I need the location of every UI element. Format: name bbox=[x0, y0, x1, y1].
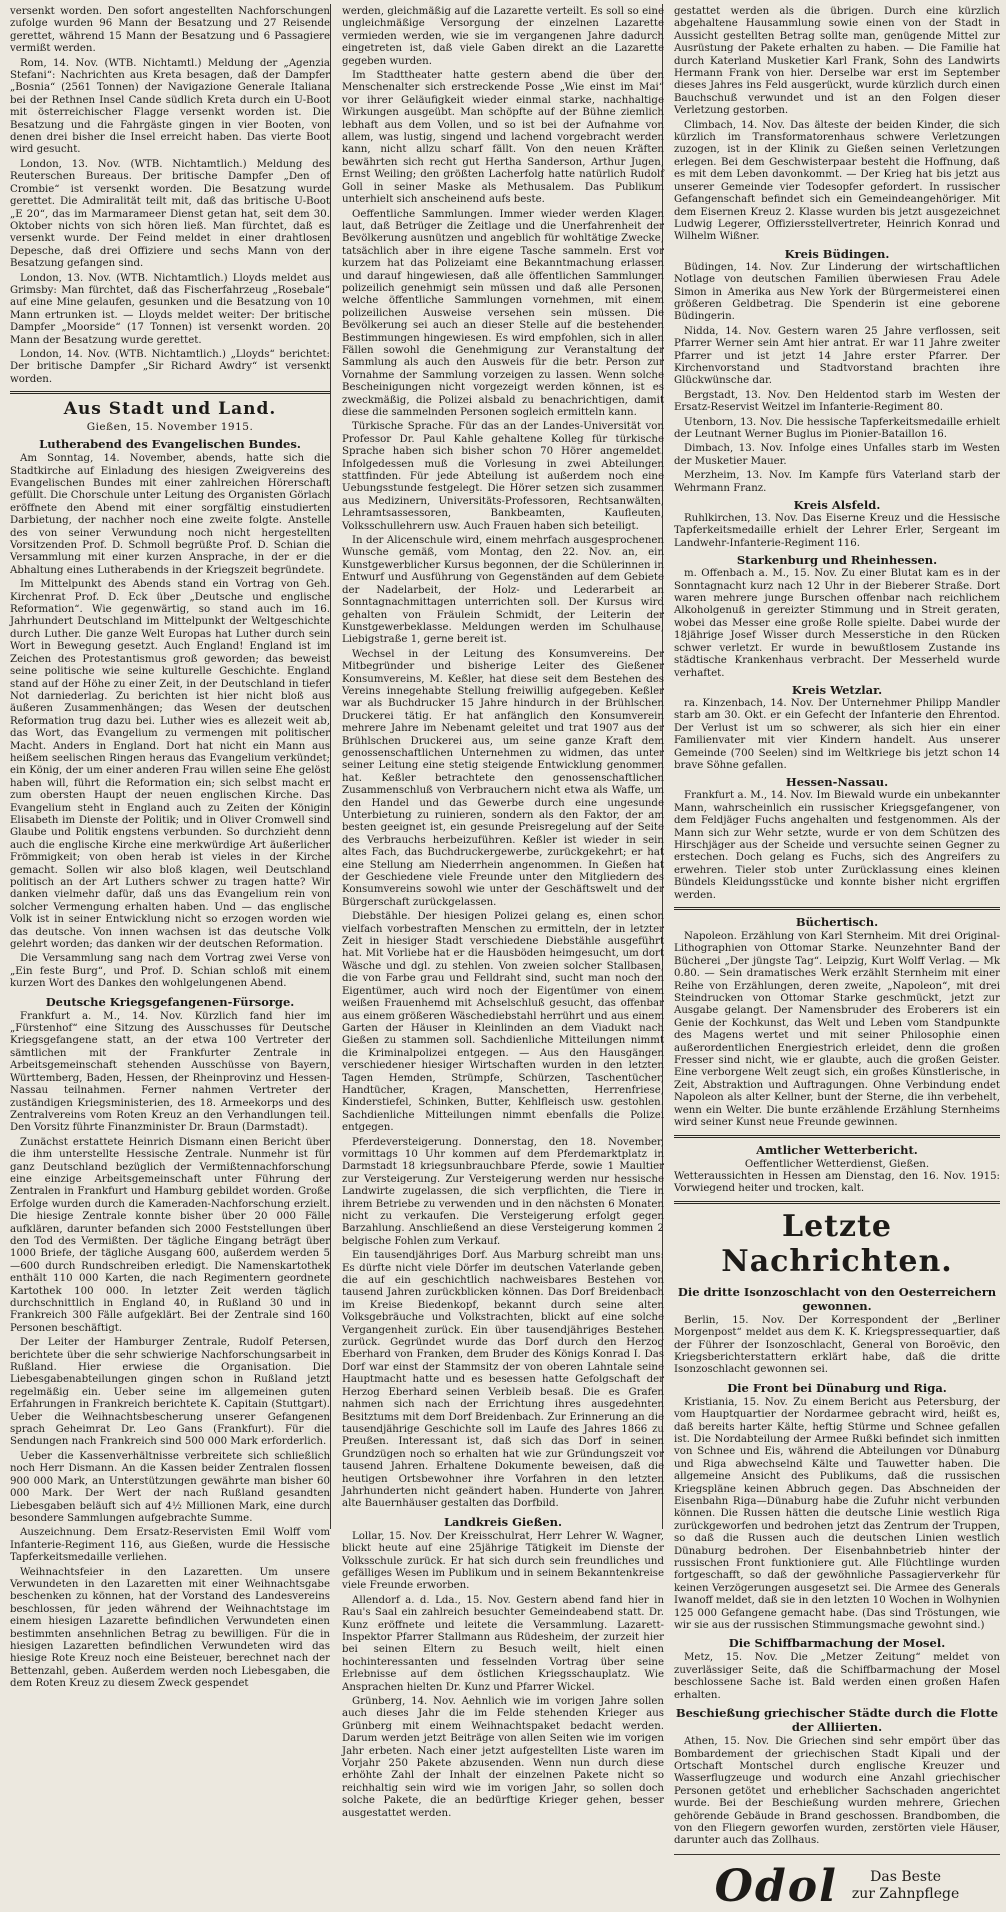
paragraph: Berlin, 15. Nov. Der Korrespondent der „Berliner Morgenpost“ meldet aus dem K. K. Kriegspressequartier, daß der Führer der Isonzoschlacht, General von Boroëvic, den Kriegsberichterstattern erklärt habe, daß die dritte Isonzoschlacht gewonnen sei. bbox=[674, 1314, 1000, 1376]
paragraph: Allendorf a. d. Lda., 15. Nov. Gestern abend fand hier in Rau's Saal ein zahlreich besuchter Gemeindeabend statt. Dr. Kunz eröffnete und leitete die Versammlung. Lazarett-Inspektor Pfarrer Stallmann aus Rüdesheim, der zurzeit hier bei seinen Eltern zu Besuch weilt, hielt einen hochinteressanten und fesselnden Vortrag über seine Erlebnisse auf dem östlichen Kriegsschauplatz. Wie Ansprachen hielten Dr. Kunz und Pfarrer Wickel. bbox=[342, 1594, 664, 1693]
paragraph: Im Mittelpunkt des Abends stand ein Vortrag von Geh. Kirchenrat Prof. D. Eck über „Deutsche und englische Reformation“. Wie gegenwärtig, so stand auch im 16. Jahrhundert Deutschland im Mittelpunkt der Weltgeschichte durch Luther. Die ganze Welt Europas hat Luther durch sein Wort in Bewegung gesetzt. Auch England! England ist im Zeichen des Protestantismus groß geworden; das beweist seine politische wie seine kulturelle Geschichte. England stand auf der Höhe zu einer Zeit, in der Deutschland in tiefer Not darniederlag. Zu berichten ist hier nicht bloß aus äußeren Zusammenhängen; das Wesen der deutschen Reformation trug dazu bei. Luther wies es allezeit weit ab, das Wort, das Evangelium zu vermengen mit politischer Macht. Anders in England. Dort hat nicht ein Mann aus heißem seelischen Ringen heraus das Evangelium verkündet; ein König, der um einer anderen Frau willen seine Ehe gelöst haben will, führt die Reformation ein; sich selbst macht er zum obersten Haupt der neuen englischen Kirche. Das Evangelium steht in England auch zu Zeiten der Königin Elisabeth im Dienste der Politik; und in Oliver Cromwell sind Glaube und Politik engstens verbunden. So durchzieht denn auch die englische Kirche eine merkwürdige Art äußerlicher Frömmigkeit; von oben herab ist vieles in der Kirche gemacht. Sollen wir also bloß klagen, weil Deutschland politisch an der Art Luthers schwer zu tragen hatte? Wir danken vielmehr dafür, daß uns das Evangelium rein von solcher Vermengung erhalten haben. Und — das englische Volk ist in seiner Entwicklung nicht so erzogen worden wie das deutsche. Von innen wachsen ist das deutsche Volk gelehrt worden; das danken wir der deutschen Reformation. bbox=[10, 579, 330, 951]
paragraph: Merzheim, 13. Nov. Im Kampfe fürs Vaterland starb der Wehrmann Franz. bbox=[674, 470, 1000, 494]
paragraph: Oeffentliche Sammlungen. Immer wieder werden Klagen laut, daß Betrüger die Zeitlage und die Unerfahrenheit der Bevölkerung ausnützen und angeblich für wohltätige Zwecke, tatsächlich aber in ihre eigene Tasche sammeln. Erst vor kurzem hat das Polizeiamt eine Bekanntmachung erlassen und darauf hingewiesen, daß alle öffentlichen Sammlungen polizeilich genehmigt sein müssen und daß alle Personen, welche öffentliche Sammlungen vornehmen, mit einem polizeilichen Ausweise versehen sein müssen. Die Bevölkerung sei auch an dieser Stelle auf die bestehenden Bestimmungen hingewiesen. Es wird empfohlen, sich in allen Fällen sowohl die Genehmigung zur Veranstaltung der Sammlung als auch den Ausweis für die betr. Person zur Vornahme der Sammlung vorzeigen zu lassen. Wenn solche Bescheinigungen nicht vorgezeigt werden können, ist es zweckmäßig, die Polizei alsbald zu benachrichtigen, damit diese die sammelnden Personen sogleich ermitteln kann. bbox=[342, 208, 664, 418]
weather-forecast: Wetteraussichten in Hessen am Dienstag, den 16. Nov. 1915: Vorwiegend heiter und trocken, kalt. bbox=[674, 1170, 1000, 1195]
paragraph: Ein tausendjähriges Dorf. Aus Marburg schreibt man uns: Es dürfte nicht viele Dörfer im deutschen Vaterlande geben, die auf ein geschichtlich nachweisbares Bestehen von tausend Jahren zurückblicken können. Das Dorf Breidenbach im Kreise Biedenkopf, bekannt durch seine alten Volksgebräuche und Volkstrachten, blickt auf eine solche Vergangenheit zurück. Ein über tausendjähriges Bestehen zurück. Gegründet wurde das Dorf durch den Herzog Eberhard von Franken, dem Bruder des Königs Konrad I. Das Dorf war einst der Stammsitz der von oberen Lahntale seine Hauptmacht hatte und es besessen hatte Gefolgschaft der Herzog Eberhard seinen Verbleib besaß. Die es Grafen nahmen sich nach der Errichtung ihres ausgedehnten Besitztums mit dem Dorf Breidenbach. Zur Erinnerung an die tausendjährige Geschichte soll im Laufe des Jahres 1866 zu Preußen. Interessant ist, daß sich das Dorf in seinen Grundzügen noch so erhalten hat wie zur Gründungszeit vor tausend Jahren. Erhaltene Dokumente beweisen, daß die heutigen Ortsbewohner ihre Vorfahren in den letzten Jahrhunderten nicht geändert haben. Hunderte von Jahren alte Bauernhäuser gestalten das Dorfbild. bbox=[342, 1250, 664, 1510]
paragraph: Im Stadttheater hatte gestern abend die über den Menschenalter sich erstreckende Posse „Wie einst im Mai“ vor ihrer Geläufigkeit wieder einmal starke, nachhaltige Wirkungen ausgeübt. Man schöpfte auf der Bühne ziemlich lebhaft aus dem Vollen, und so ist bei der Aufnahme von allem, was lustig, singend und lachend vorgebracht werden kann, nicht allzu scharf fällt. Von den neuen Kräften bewährten sich recht gut Hertha Sanderson, Arthur Jugen, Ernst Weiling; den größten Lacherfolg hatte natürlich Rudolf Goll in seiner Maske als Methusalem. Das Publikum unterhielt sich anscheinend aufs beste. bbox=[342, 70, 664, 206]
paragraph: Nidda, 14. Nov. Gestern waren 25 Jahre verflossen, seit Pfarrer Werner sein Amt hier antrat. Er war 11 Jahre zweiter Pfarrer und ist jetzt 14 Jahre erster Pfarrer. Der Kirchenvorstand und Stadtvorstand brachten ihre Glückwünsche dar. bbox=[674, 325, 1000, 387]
odol-slogan-line: Das Beste bbox=[870, 1869, 941, 1886]
paragraph: London, 14. Nov. (WTB. Nichtamtlich.) „Lloyds“ berichtet: Der britische Dampfer „Sir Richard Awdry“ ist versenkt worden. bbox=[10, 348, 330, 385]
article-heading: Landkreis Gießen. bbox=[443, 1514, 563, 1529]
article-heading: Die Schiffbarmachung der Mosel. bbox=[728, 1636, 946, 1651]
paragraph: Die Versammlung sang nach dem Vortrag zwei Verse von „Ein feste Burg“, und Prof. D. Schian schloß mit einem kurzen Wort des Dankes den wohlgelungenen Abend. bbox=[10, 953, 330, 990]
odol-advertisement bbox=[674, 1854, 1000, 1912]
paragraph: Lollar, 15. Nov. Der Kreisschulrat, Herr Lehrer W. Wagner, blickt heute auf eine 25jährige Tätigkeit im Dienste der Volksschule zurück. Er hat sich durch sein freundliches und gefälliges Wesen im Publikum und in seinem Bekanntenkreise viele Freunde erworben. bbox=[342, 1530, 664, 1592]
paragraph: Utenborn, 13. Nov. Die hessische Tapferkeitsmedaille erhielt der Leutnant Werner Buglus im Pionier-Bataillon 16. bbox=[674, 416, 1000, 440]
paragraph: Frankfurt a. M., 14. Nov. Kürzlich fand hier im „Fürstenhof“ eine Sitzung des Ausschusses für Deutsche Kriegsgefangene statt, an der etwa 100 Vertreter der sämtlichen mit der Frankfurter Zentrale in Arbeitsgemeinschaft stehenden Ausschüsse von Bayern, Württemberg, Baden, Hessen, der Rheinprovinz und Hessen-Nassau teilnahmen. Ferner nahmen Vertreter der zuständigen Kriegsministerien, des 18. Armeekorps und des Zentralvereins vom Roten Kreuz an den Verhandlungen teil. Den Vorsitz führte Finanzminister Dr. Braun (Darmstadt). bbox=[10, 1010, 330, 1134]
paragraph: Zunächst erstattete Heinrich Dismann einen Bericht über die ihm unterstellte Hessische Zentrale. Nunmehr ist für ganz Deutschland bezüglich der Vermißtennachforschung eine einzige Arbeitsgemeinschaft unter Führung der Zentralen in Frankfurt und Hamburg gebildet worden. Große Erfolge wurden durch die Kameraden-Nachforschung erzielt. Die hiesige Zentrale konnte bisher über 20 000 Fälle aufklären, darunter befanden sich 2000 Feststellungen über den Tod des Vermißten. Der tägliche Eingang beträgt über 1000 Briefe, der tägliche Ausgang 600, außerdem werden 5—600 durch Rundschreiben erledigt. Die Namenskartothek enthält 110 000 Karten, die nach Regimentern geordnete Kartothek 100 000. In letzter Zeit werden täglich durchschnittlich in England 40, in Rußland 30 und in Frankreich 300 Fälle aufgeklärt. Bei der Zentrale sind 160 Personen beschäftigt. bbox=[10, 1136, 330, 1334]
column-2 bbox=[336, 6, 670, 1819]
paragraph: Bergstadt, 13. Nov. Den Heldentod starb im Westen der Ersatz-Reservist Weitzel im Infanterie-Regiment 80. bbox=[674, 389, 1000, 414]
odol-slogan-line: zur Zahnpflege bbox=[851, 1886, 960, 1903]
article-heading: Die dritte Isonzoschlacht von den Oesterreichern gewonnen. bbox=[677, 1284, 997, 1313]
paragraph: Diebstähle. Der hiesigen Polizei gelang es, einen schon vielfach vorbestraften Menschen zu ermitteln, der in letzter Zeit in hiesiger Stadt verschiedene Diebstähle ausgeführt hat. Mit Vorliebe hat er die Hausböden heimgesucht, um dort Wäsche und dgl. zu stehlen. Von zweien solcher Stallbasen, die von Farbe grau und Felldraht sind, sucht man noch den Eigentümer, auch wird noch der Eigentümer von einem weißen Frauenhemd mit Achselschluß gesucht, das offenbar aus einem größeren Wäschediebstahl herrührt und aus einem Garten der Häuser in Kleinlinden an dem Viadukt nach Gießen zu stammen soll. Sachdienliche Mitteilungen nimmt die Kriminalpolizei entgegen. — Aus den Hausgängen verschiedener hiesiger Wirtschaften wurden in den letzten Tagen Hemden, Strümpfe, Schürzen, Taschentücher, Handtücher, Kragen, Manschetten, Herrenfriese, Kinderstiefel, Schinken, Butter, Kehlfleisch usw. gestohlen. Sachdienliche Mitteilungen nimmt ebenfalls die Polizei entgegen. bbox=[342, 911, 664, 1134]
paragraph: In der Alicenschule wird, einem mehrfach ausgesprochenen Wunsche gemäß, vom Montag, den 22. Nov. an, ein Kunstgewerblicher Kursus begonnen, der die Schülerinnen in Entwurf und Ausführung von Gegenständen auf dem Gebiete der Nadelarbeit, der Holz- und Lederarbeit an Sonntagnachmittagen unterrichten soll. Der Kursus wird gehalten von Fräulein Schmidt, der Leiterin der Kunstgewerbeklasse. Meldungen werden im Schulhause, Liebigstraße 1, gerne bereit ist. bbox=[342, 535, 664, 646]
paragraph: Dimbach, 13. Nov. Infolge eines Unfalles starb im Westen der Musketier Mauer. bbox=[674, 443, 1000, 467]
paragraph: Ruhlkirchen, 13. Nov. Das Eiserne Kreuz und die Hessische Tapferkeitsmedaille erhielt der Lehrer Erler, Sergeant im Landwehr-Infanterie-Regiment 116. bbox=[674, 513, 1000, 549]
article-heading: Beschießung griechischer Städte durch die Flotte der Alliierten. bbox=[675, 1706, 999, 1735]
section-divider bbox=[674, 907, 1000, 910]
paragraph: London, 13. Nov. (WTB. Nichtamtlich.) Lloyds meldet aus Grimsby: Man fürchtet, daß das Fischerfahrzeug „Rosebale“ auf eine Mine gelaufen, gesunken und die Besatzung von 10 Mann ertrunken ist. — Lloyds meldet weiter: Der britische Dampfer „Moorside“ (17 Tonnen) ist versenkt worden. 20 Mann der Besatzung wurde gerettet. bbox=[10, 272, 330, 346]
paragraph: Türkische Sprache. Für das an der Landes-Universität von Professor Dr. Paul Kahle gehaltene Kolleg für türkische Sprache haben sich bisher schon 70 Hörer angemeldet. Infolgedessen muß die Vorlesung in zwei Abteilungen stattfinden. Für jede Abteilung ist außerdem noch eine Uebungsstunde festgelegt. Die Hörer setzen sich zusammen aus Medizinern, Universitäts-Professoren, Rechtsanwälten, Lehramtsassessoren, Bankbeamten, Kaufleuten, Volksschullehrern usw. Auch Frauen haben sich beteiligt. bbox=[342, 421, 664, 532]
article-heading: Büchertisch. bbox=[795, 915, 879, 929]
paragraph: Rom, 14. Nov. (WTB. Nichtamtl.) Meldung der „Agenzia Stefani“: Nachrichten aus Kreta besagen, daß der Dampfer „Bosnia“ (2561 Tonnen) der Navigazione Generale Italiana bei der Rethnen Insel Cande südlich Kreta durch ein U-Boot mit österreichischer Flagge versenkt worden ist. Die Besatzung und die Fahrgäste gingen in vier Booten, von denen drei bisher die Insel erreicht haben. Das vierte Boot wird gesucht. bbox=[10, 57, 330, 156]
region-heading: Kreis Alsfeld. bbox=[793, 498, 881, 513]
odol-slogan bbox=[852, 1869, 959, 1903]
article-naval-losses bbox=[10, 6, 330, 386]
weather-service: Oeffentlicher Wetterdienst, Gießen. bbox=[744, 1158, 930, 1170]
paragraph: Frankfurt a. M., 14. Nov. Im Biewald wurde ein unbekannter Mann, wahrscheinlich ein russischer Kriegsgefangener, von dem Feldjäger Fuchs angehalten und festgenommen. Als der Mann sich zur Wehr setzte, wurde er von dem Schützen des Hirschjäger aus der Scheide und versuchte seinen Gegner zu erstechen. Doch gelang es Fuchs, sich des Angreifers zu erwehren. Tieler stob unter Zurücklassung eines kleinen Bündels Kleidungsstücke und konnte bisher nicht ergriffen werden. bbox=[674, 790, 1000, 901]
paragraph: Weihnachtsfeier in den Lazaretten. Um unsere Verwundeten in den Lazaretten mit einer Weihnachtsgabe beschenken zu können, hat der Vorstand des Landesvereins beschlossen, für jeden während der Weihnachtstage im einem hiesigen Lazarette befindlichen Verwundeten einen bestimmten ansehnlichen Betrag zu bewilligen. Für die in hiesigen Lazaretten befindlichen Verwundeten wird das hiesige Rote Kreuz noch eine Beisteuer, berechnet nach der Bettenzahl, geben. Außerdem werden noch Liebesgaben, die dem Roten Kreuz zu diesem Zweck gespendet bbox=[10, 1566, 330, 1690]
article-heading: Lutherabend des Evangelischen Bundes. bbox=[39, 437, 301, 452]
section-divider bbox=[674, 1135, 1000, 1138]
column-1 bbox=[4, 6, 336, 1690]
dateline: Gießen, 15. November 1915. bbox=[86, 421, 254, 434]
latest-news-title: Letzte Nachrichten. bbox=[721, 1208, 953, 1279]
paragraph: Grünberg, 14. Nov. Aehnlich wie im vorigen Jahre sollen auch dieses Jahr die im Felde stehenden Krieger aus Grünberg mit einem Weihnachtspaket bedacht werden. Darum werden jetzt Beiträge von allen Seiten wie im vorigen Jahr erbeten. Nach einer jetzt aufgestellten Liste waren im Vorjahr 250 Pakete abzusenden. Wenn nun durch diese erhöhte Zahl der Inhalt der einzelnen Pakete nicht so reichhaltig sein wird wie im vorigen Jahr, so sollen doch solche Pakete, die an bedürftige Krieger gehen, besser ausgestattet werden. bbox=[342, 1696, 664, 1819]
paragraph: ra. Kinzenbach, 14. Nov. Der Unternehmer Philipp Mandler starb am 30. Okt. er ein Gefecht der Infanterie den Ehrentod. Der Verlust ist um so schwerer, als sich hier ein einer Familienvater mit vier Kindern handelt. Aus unserer Gemeinde (700 Seelen) sind im Weltkriege bis jetzt schon 14 brave Söhne gefallen. bbox=[674, 697, 1000, 771]
article-heading: Deutsche Kriegsgefangenen-Fürsorge. bbox=[45, 994, 295, 1009]
article-heading: Die Front bei Dünaburg und Riga. bbox=[727, 1380, 947, 1395]
region-heading: Starkenburg und Rheinhessen. bbox=[736, 553, 938, 568]
section-divider bbox=[10, 391, 330, 394]
paragraph: m. Offenbach a. M., 15. Nov. Zu einer Blutat kam es in der Sonntagnacht kurz nach 12 Uhr in der Bieberer Straße. Dort waren mehrere junge Burschen offenbar nach reichlichem Alkoholgenuß in gereizter Stimmung und in Streit geraten, wobei das Messer eine große Rolle spielte. Dabei wurde der 18jährige Josef Wisser durch Messerstiche in den Rücken schwer verletzt. Er wurde in bewußtlosem Zustande ins städtische Krankenhaus verbracht. Der Messerheld wurde verhaftet. bbox=[674, 568, 1000, 679]
paragraph: Wechsel in der Leitung des Konsumvereins. Der Mitbegründer und bisherige Leiter des Gießener Konsumvereins, M. Keßler, hat diese seit dem Bestehen des Vereins innegehabte Stellung freiwillig aufgegeben. Keßler war als Buchdrucker 15 Jahre hindurch in der Brühlschen Druckerei tätig. Er hat anfänglich den Konsumverein mehrere Jahre im Nebenamt geleitet und trat 1907 aus der Brühlschen Druckerei aus, um seine ganze Kraft dem genossenschaftlichen Unternehmen zu widmen, das unter seiner Leitung eine stetig steigende Entwicklung genommen hat. Keßler betrachtete den genossenschaftlichen Zusammenschluß von Verbrauchern nicht etwa als Waffe, um den Handel und das Gewerbe durch eine ungesunde Unterbietung zu ruinieren, sondern als den Faktor, der am besten geeignet ist, ein gesunde Preisregelung auf der Seite des Verbrauchs herbeizuführen. Keßler ist wieder in sein altes Fach, das Buchdruckergewerbe, zurückgekehrt; er hat eine Stellung am Niederrhein angenommen. In Gießen hat der Geschiedene viele Freunde unter den Mitgliedern des Konsumvereins sowohl wie unter der Geschäftswelt und der Bürgerschaft zurückgelassen. bbox=[342, 648, 664, 908]
section-divider bbox=[674, 1201, 1000, 1204]
paragraph: Pferdeversteigerung. Donnerstag, den 18. November, vormittags 10 Uhr kommen auf dem Pferdemarktplatz in Darmstadt 18 kriegsunbrauchbare Pferde, sowie 1 Maultier zur Versteigerung. Zur Versteigerung werden nur hessische Landwirte zugelassen, die sich verpflichten, die Tiere in ihrem Betriebe zu verwenden und in den nächsten 6 Monaten nicht zu verkaufen. Die Versteigerung erfolgt gegen Barzahlung. Anschließend an diese Versteigerung kommen 2 belgische Fohlen zum Verkauf. bbox=[342, 1136, 664, 1247]
odol-logo: Odol bbox=[714, 1860, 838, 1912]
paragraph: Climbach, 14. Nov. Das älteste der beiden Kinder, die sich kürzlich im Transformatorenhaus schwere Verletzungen zuzogen, ist in der Klinik zu Gießen seinen Verletzungen erlegen. Bei dem Geschwisterpaar besteht die Hoffnung, daß es mit dem Leben davonkommt. — Der Krieg hat bis jetzt aus unserer Gemeinde vier Todesopfer gefordert. In russischer Gefangenschaft befindet sich ein Gemeindeangehöriger. Mit dem Eisernen Kreuz 2. Klasse wurden bis jetzt ausgezeichnet Ludwig Legerer, Offiziersstellvertreter, Heinrich Konrad und Wilhelm Wißner. bbox=[674, 119, 1000, 243]
paragraph: Kristiania, 15. Nov. Zu einem Bericht aus Petersburg, der vom Hauptquartier der Nordarmee gebracht wird, heißt es, daß bereits harter Kälte, heftig Stürme und Schnee gefallen ist. Die Nordabteilung der Armee Rußki befindet sich inmitten von Schnee und Eis, während die Abteilungen vor Dünaburg und Riga abwechselnd Kälte und Tauwetter haben. Die allgemeine Ansicht des Publikums, daß die russischen Kriegspläne keinen Abbruch gegen. Das Abschneiden der Eisenbahn Riga—Dünaburg habe die Zufuhr nicht verbunden können. Die Russen hätten die deutsche Linie westlich Riga zurückgeworfen und bedrohen jetzt das Zentrum der Truppen, so daß die Russen auch die deutschen Linien westlich Dünaburg bedrohen. Der Eisenbahnbetrieb hinter der russischen Front funktioniere gut. Alle Flüchtlinge wurden fortgeschafft, so daß der gewöhnliche Passagierverkehr für keinen Verzögerungen ausgesetzt sei. Die Armee des Generals Iwanoff meldet, daß sie in den letzten 10 Wochen in Wolhynien 125 000 Gefangene gemacht habe. (Das sind Tröstungen, wie wir sie aus der russischen Stimmungsmache gewohnt sind.) bbox=[674, 1396, 1000, 1632]
paragraph: Büdingen, 14. Nov. Zur Linderung der wirtschaftlichen Notlage von deutschen Familien überwiesen Frau Adele Simon in Amerika aus New York der Bürgermeisterei einen größeren Geldbetrag. Die Spenderin ist eine geborene Büdingerin. bbox=[674, 261, 1000, 323]
paragraph: werden, gleichmäßig auf die Lazarette verteilt. Es soll so eine ungleichmäßige Versorgung der einzelnen Lazarette vermieden werden, wie sie im vergangenen Jahre dadurch eingetreten ist, daß viele Gaben direkt an die Lazarette gegeben wurden. bbox=[342, 6, 664, 67]
paragraph: versenkt worden. Den sofort angestellten Nachforschungen zufolge wurden 96 Mann der Besatzung und 27 Reisende gerettet, während 15 Mann der Besatzung und 6 Passagiere vermißt werden. bbox=[10, 6, 330, 55]
paragraph: Ueber die Kassenverhältnisse verbreitete sich schließlich noch Herr Dismann. An die Kassen beider Zentralen flossen 900 000 Mark, an Unterstützungen gewährte man bisher 60 000 Mark. Der Wert der nach Rußland gesandten Liebesgaben beläuft sich auf 4½ Millionen Mark, eine durch besondere Sammlungen aufgebrachte Summe. bbox=[10, 1450, 330, 1524]
region-heading: Hessen-Nassau. bbox=[785, 775, 889, 790]
paragraph: London, 13. Nov. (WTB. Nichtamtlich.) Meldung des Reuterschen Bureaus. Der britische Dampfer „Den of Crombie“ ist versenkt worden. Die Besatzung wurde gerettet. Die Admiralität teilt mit, daß das britische U-Boot „E 20“, das im Marmarameer Dienst getan hat, seit dem 30. Oktober nichts von sich hören ließ. Man fürchtet, daß es versenkt wurde. Der Feind meldet in einer drahtlosen Depesche, daß drei Offiziere und sechs Mann von der Besatzung gefangen sind. bbox=[10, 158, 330, 270]
paragraph: gestattet werden als die übrigen. Durch eine kürzlich abgehaltene Hausammlung sowie einen von der Stadt in Aussicht gestellten Betrag sollte man, genügende Mittel zur Ausrüstung der Pakete erhalten zu haben. — Die Familie hat durch Katerland Musketier Karl Frank, Sohn des Landwirts Hermann Frank von hier. Derselbe war erst im September dieses Jahres ins Feld ausgerückt, wurde kürzlich durch einen Bauchschuß verwundet und ist an den Folgen dieser Verletzung gestorben. bbox=[674, 6, 1000, 117]
weather-heading: Amtlicher Wetterbericht. bbox=[756, 1142, 918, 1157]
paragraph: Am Sonntag, 14. November, abends, hatte sich die Stadtkirche auf Einladung des hiesigen Zweigvereins des Evangelischen Bundes mit einer zahlreichen Hörerschaft gefüllt. Die Chorschule unter Leitung des Organisten Görlach eröffnete den Abend mit einer sorgfältig einstudierten Darbietung, der nachher noch eine zweite folgte. Anstelle des von seiner Verwundung noch nicht hergestellten Vorsitzenden Prof. D. Schmoll begrüßte Prof. D. Schian die Versammlung mit einer kurzen Ansprache, in der er die Abhaltung eines Lutherabends in der Kriegszeit begründete. bbox=[10, 453, 330, 576]
section-title: Aus Stadt und Land. bbox=[63, 399, 277, 420]
paragraph: Metz, 15. Nov. Die „Metzer Zeitung“ meldet von zuverlässiger Seite, daß die Schiffbarmachung der Mosel beschlossene Sache ist. Bald werden einen großen Hafen erhalten. bbox=[674, 1652, 1000, 1701]
paragraph: Athen, 15. Nov. Die Griechen sind sehr empört über das Bombardement der griechischen Stadt Kipali und der Ortschaft Montschel durch englische Kreuzer und Wasserflugzeuge und wodurch eine Anzahl griechischer Personen getötet und erheblicher Sachschaden angerichtet wurde. Bei der Beschießung wurden mehrere, Griechen gehörende Gebäude in Brand geschossen. Brandbomben, die von den Fliegern geworfen wurden, zerstörten viele Häuser, darunter auch das Zollhaus. bbox=[674, 1736, 1000, 1847]
region-heading: Kreis Büdingen. bbox=[784, 246, 890, 261]
region-heading: Kreis Wetzlar. bbox=[791, 682, 883, 697]
column-3 bbox=[668, 6, 1006, 1912]
paragraph: Napoleon. Erzählung von Karl Sternheim. Mit drei Original-Lithographien von Ottomar Starke. Neunzehnter Band der Bücherei „Der jüngste Tag“. Leipzig, Kurt Wolff Verlag. — Mk 0.80. — Sein dramatisches Werk erzählt Sternheim mit einer Reihe von Erzählungen, deren zweite, „Napoleon“, mit drei Steindrucken von Ottomar Starke geschmückt, jetzt zur Ausgabe gelangt. Der Namensbruder des Eroberers ist ein Genie der Kochkunst, das Welt und Leben vom Standpunkte des Magens wertet und mit seiner Philosophie einen außerordentlichen Energiestrich erleidet, denn die großen Fresser sind nicht, wie er glaubte, auch die großen Geister. Eine verborgene Welt zeugt sich, ein großes Künstlerische, in Zeit, Abstraktion und Auftragungen. Ohne Verbindung endet Napoleon als alter Kellner, bunt der Sterne, die ihn verbehelt, wenn ein Welter. Die bunte erzählende Erzählung Sternheims wird seiner Kunst neue Freunde gewinnen. bbox=[674, 931, 1000, 1129]
paragraph: Auszeichnung. Dem Ersatz-Reservisten Emil Wolff vom Infanterie-Regiment 116, aus Gießen, wurde die Hessische Tapferkeitsmedaille verliehen. bbox=[10, 1527, 330, 1564]
paragraph: Der Leiter der Hamburger Zentrale, Rudolf Petersen, berichtete über die sehr schwierige Nachforschungsarbeit in Rußland. Hier erwiese die Organisation. Die Liebesgabenabteilungen gingen schon in Rußland jetzt regelmäßig ein. Ueber seine im allgemeinen guten Erfahrungen in Frankreich berichtete K. Capitain (Stuttgart). Ueber die Weihnachtsbescherung unserer Gefangenen sprach Geheimrat Dr. Leo Gans (Frankfurt). Für die Sendungen nach Frankreich sind 500 000 Mark erforderlich. bbox=[10, 1337, 330, 1448]
